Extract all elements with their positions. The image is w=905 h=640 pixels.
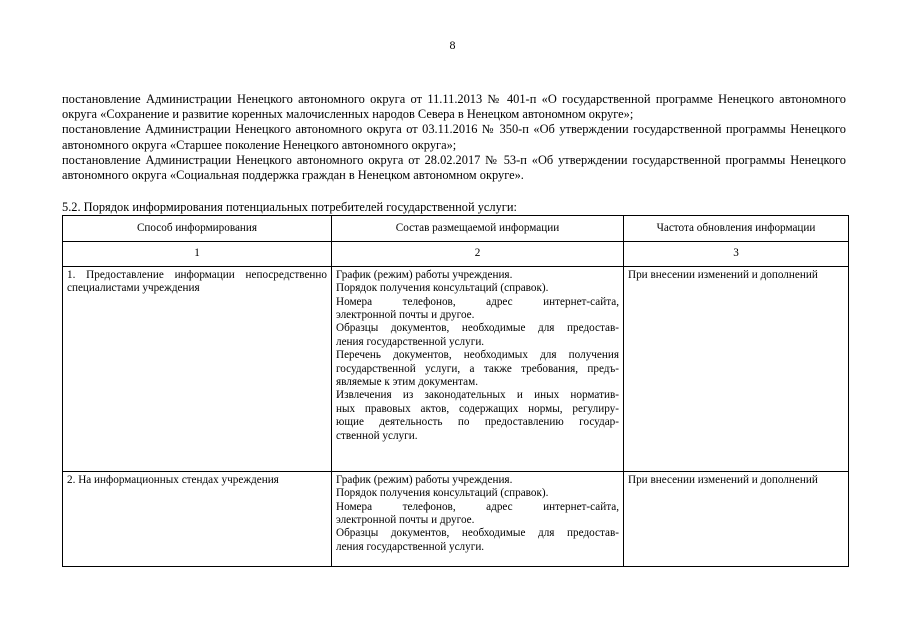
table-row xyxy=(63,471,849,566)
content-line: государственной услуги, а также требования, предъ- xyxy=(336,362,619,375)
column-number: 1 xyxy=(63,242,332,266)
frequency-cell: При внесении изменений и дополнений xyxy=(624,266,849,471)
table-header-row xyxy=(63,216,849,242)
content-line: Образцы документов, необходимые для предостав- xyxy=(336,322,619,335)
intro-text xyxy=(62,92,846,183)
content-line: Номера телефонов, адрес интернет-сайта, xyxy=(336,500,619,513)
content-line: являемые к этим документам. xyxy=(336,376,479,389)
content-line: ных правовых актов, содержащих нормы, регулиру- xyxy=(336,402,619,415)
method-cell: 1. Предоставление информации непосредственно специалистами учреждения xyxy=(63,266,332,471)
content-cell xyxy=(332,266,624,471)
column-header: Способ информирования xyxy=(63,216,332,242)
content-line: График (режим) работы учреждения. xyxy=(336,473,513,486)
content-line: ственной услуги. xyxy=(336,429,418,442)
table-row xyxy=(63,266,849,471)
method-cell: 2. На информационных стендах учреждения xyxy=(63,471,332,566)
content-line: Номера телефонов, адрес интернет-сайта, xyxy=(336,295,619,308)
column-number-row xyxy=(63,242,849,266)
content-line: ющие деятельность по предоставлению государ- xyxy=(336,416,619,429)
content-line: Перечень документов, необходимых для получения xyxy=(336,349,619,362)
intro-paragraph: постановление Администрации Ненецкого автономного округа от 03.11.2016 № 350-п «Об утверждении государственной программы Ненецкого автономного округа «Старшее поколение Ненецкого автономного округа»; xyxy=(62,122,846,152)
content-line: электронной почты и другое. xyxy=(336,514,475,527)
content-line: ления государственной услуги. xyxy=(336,335,485,348)
content-line: Образцы документов, необходимые для предостав- xyxy=(336,527,619,540)
content-line: ления государственной услуги. xyxy=(336,540,485,553)
column-header: Состав размещаемой информации xyxy=(332,216,624,242)
column-header: Частота обновления информации xyxy=(624,216,849,242)
content-line: Порядок получения консультаций (справок). xyxy=(336,487,549,500)
content-line: Порядок получения консультаций (справок). xyxy=(336,282,549,295)
content-line: График (режим) работы учреждения. xyxy=(336,268,513,281)
frequency-cell: При внесении изменений и дополнений xyxy=(624,471,849,566)
column-number: 3 xyxy=(624,242,849,266)
column-number: 2 xyxy=(332,242,624,266)
section-heading: 5.2. Порядок информирования потенциальных потребителей государственной услуги: xyxy=(62,200,517,214)
information-table xyxy=(62,215,849,567)
intro-paragraph: постановление Администрации Ненецкого автономного округа от 11.11.2013 № 401-п «О государственной программе Ненецкого автономного округа «Сохранение и развитие коренных малочисленных народов Севера в Ненецком автономном округе»; xyxy=(62,92,846,122)
content-cell xyxy=(332,471,624,566)
content-line: Извлечения из законодательных и иных норматив- xyxy=(336,389,619,402)
content-line: электронной почты и другое. xyxy=(336,309,475,322)
intro-paragraph: постановление Администрации Ненецкого автономного округа от 28.02.2017 № 53-п «Об утверждении государственной программы Ненецкого автономного округа «Социальная поддержка граждан в Ненецком автономном округе». xyxy=(62,152,846,183)
page-number: 8 xyxy=(449,38,456,52)
